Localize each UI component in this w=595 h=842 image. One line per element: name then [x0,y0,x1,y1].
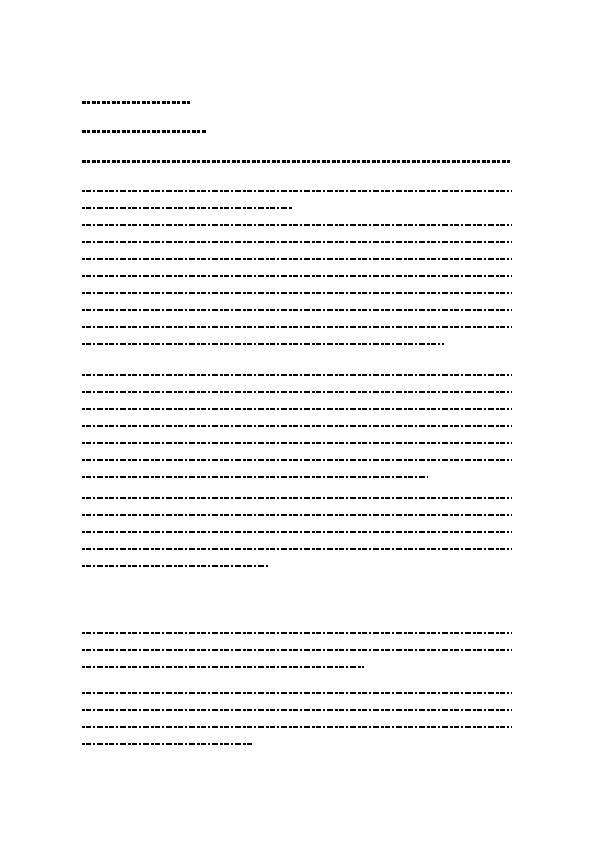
text-line [82,743,252,745]
text-line [82,459,512,461]
text-line [82,275,512,277]
text-line [82,343,444,345]
text-line [82,632,512,634]
text-line [82,374,512,376]
text-line [82,292,512,294]
text-line [82,565,268,567]
text-line [82,241,512,243]
text-line [82,207,292,209]
text-line [82,309,512,311]
header-line-1 [82,101,190,104]
document-note [0,0,1,1]
paragraph-5 [82,692,514,745]
header-line-3 [82,160,512,163]
text-line [82,224,512,226]
paragraph-4 [82,632,514,668]
header-line-2 [82,130,206,133]
text-line [82,709,512,711]
text-line [82,258,512,260]
text-line [82,408,512,410]
text-line [82,514,512,516]
text-line [82,476,428,478]
text-line [82,531,512,533]
paragraph-3 [82,497,514,567]
text-line [82,425,512,427]
text-line [82,666,364,668]
text-line [82,190,512,192]
text-line [82,692,512,694]
paragraph-2 [82,374,514,478]
paragraph-1 [82,190,514,345]
text-line [82,649,512,651]
text-line [82,391,512,393]
text-line [82,442,512,444]
text-line [82,548,512,550]
text-line [82,326,512,328]
text-line [82,497,512,499]
text-line [82,726,512,728]
